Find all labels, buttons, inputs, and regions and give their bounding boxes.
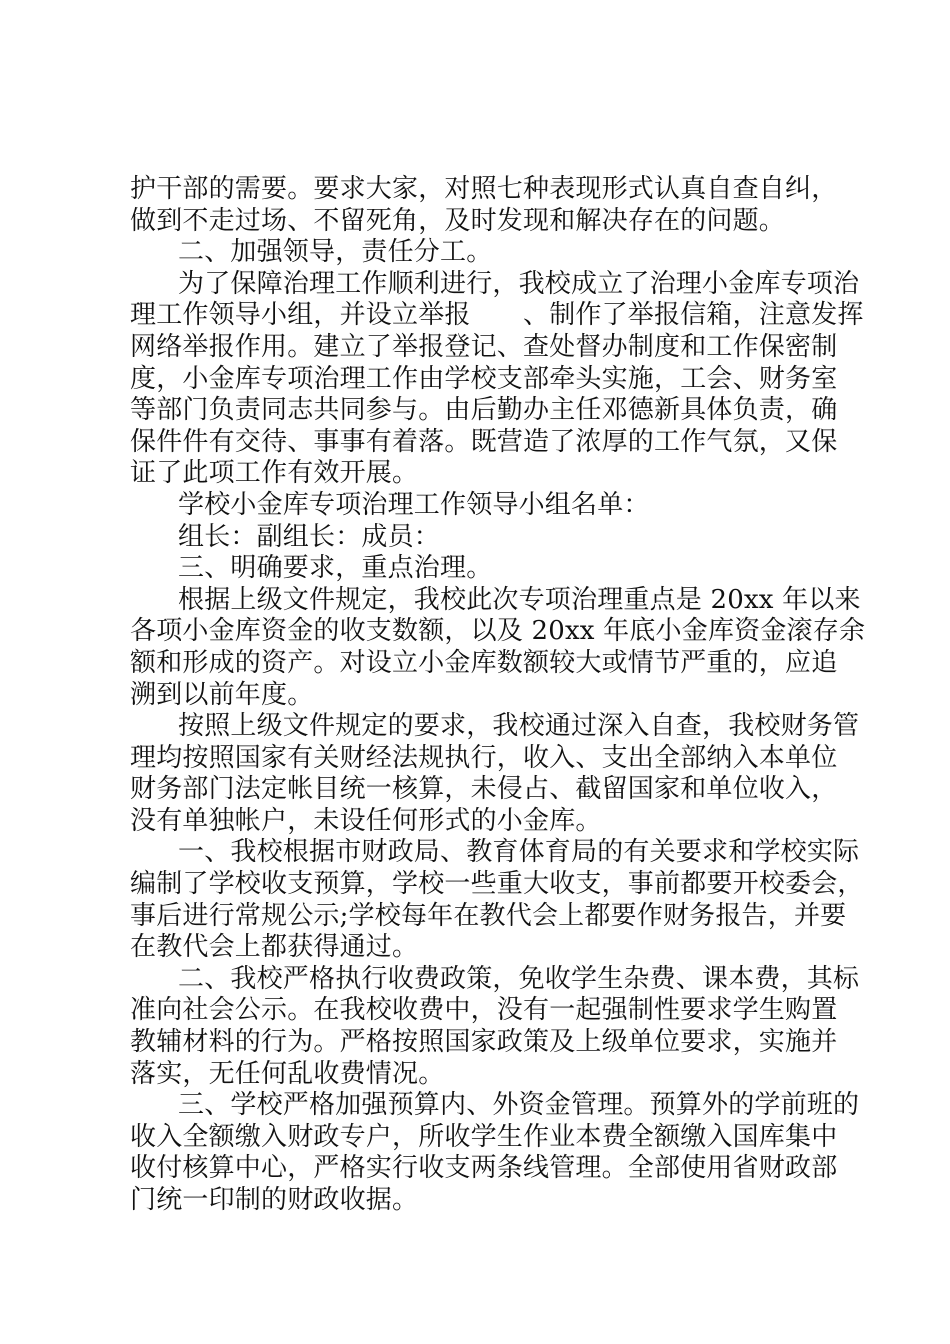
section-heading: 三、明确要求，重点治理。 [178, 553, 493, 584]
text-line: 度，小金库专项治理工作由学校支部牵头实施，工会、财务室 [130, 363, 838, 394]
text-line: 一、我校根据市财政局、教育体育局的有关要求和学校实际 [178, 837, 860, 868]
text-line: 护干部的需要。要求大家，对照七种表现形式认真自查自纠， [130, 174, 838, 204]
text-line: 落实，无任何乱收费情况。 [130, 1058, 445, 1089]
text-line: 二、我校严格执行收费政策，免收学生杂费、课本费，其标 [178, 963, 860, 994]
text-line: 等部门负责同志共同参与。由后勤办主任邓德新具体负责，确 [130, 395, 838, 426]
text-line: 理均按照国家有关财经法规执行，收入、支出全部纳入本单位 [130, 742, 838, 773]
text-line: 门统一印制的财政收据。 [130, 1185, 419, 1215]
text-line: 在教代会上都获得通过。 [130, 932, 419, 963]
text-line: 教辅材料的行为。严格按照国家政策及上级单位要求，实施并 [130, 1027, 838, 1058]
text-line: 溯到以前年度。 [130, 679, 314, 710]
text-line: 理工作领导小组，并设立举报 、制作了举报信箱，注意发挥 [130, 300, 864, 331]
text-line: 没有单独帐户，未设任何形式的小金库。 [130, 805, 602, 836]
section-heading: 二、加强领导，责任分工。 [178, 237, 493, 268]
text-line: 网络举报作用。建立了举报登记、查处督办制度和工作保密制 [130, 331, 838, 362]
text-line: 做到不走过场、不留死角，及时发现和解决存在的问题。 [130, 205, 786, 236]
list-title: 学校小金库专项治理工作领导小组名单： [178, 489, 650, 520]
document-body [130, 174, 866, 1217]
text-line: 为了保障治理工作顺利进行，我校成立了治理小金库专项治 [178, 268, 860, 299]
text-line: 证了此项工作有效开展。 [130, 458, 419, 489]
text-line: 编制了学校收支预算，学校一些重大收支，事前都要开校委会， [130, 869, 864, 900]
text-line: 按照上级文件规定的要求，我校通过深入自查，我校财务管 [178, 711, 860, 742]
text-line: 组长：副组长：成员： [178, 521, 441, 552]
text-line: 收入全额缴入财政专户，所收学生作业本费全额缴入国库集中 [130, 1121, 838, 1152]
text-line: 额和形成的资产。对设立小金库数额较大或情节严重的，应追 [130, 647, 838, 678]
text-line: 事后进行常规公示;学校每年在教代会上都要作财务报告，并要 [130, 900, 847, 931]
text-line: 保件件有交待、事事有着落。既营造了浓厚的工作气氛，又保 [130, 426, 838, 457]
text-line: 收付核算中心，严格实行收支两条线管理。全部使用省财政部 [130, 1153, 838, 1184]
text-line: 财务部门法定帐目统一核算，未侵占、截留国家和单位收入， [130, 774, 838, 805]
text-line: 三、学校严格加强预算内、外资金管理。预算外的学前班的 [178, 1090, 860, 1121]
text-line: 准向社会公示。在我校收费中，没有一起强制性要求学生购置 [130, 995, 838, 1026]
text-line: 根据上级文件规定，我校此次专项治理重点是 20xx 年以来 [178, 584, 861, 615]
text-line: 各项小金库资金的收支数额，以及 20xx 年底小金库资金滚存余 [130, 616, 866, 647]
